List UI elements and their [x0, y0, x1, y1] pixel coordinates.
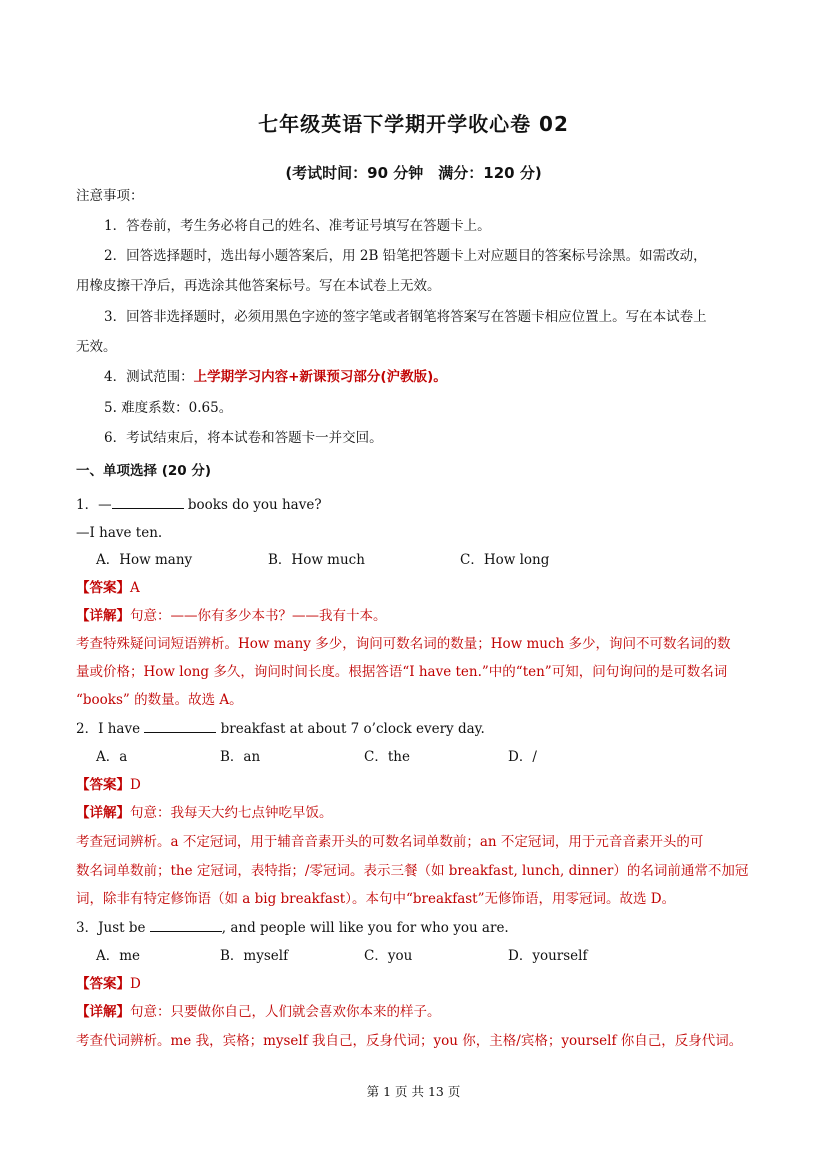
answer-value: A: [130, 580, 140, 596]
q2-option-d: D．/: [508, 749, 537, 765]
note-4: [104, 362, 784, 392]
q2-explanation-3: 词，除非有特定修饰语（如 a big breakfast）。本句中“breakfast”无修饰语，用零冠词。故选 D。: [76, 891, 676, 907]
question-3-stem: [76, 913, 756, 943]
detail-label: 【详解】: [76, 608, 130, 624]
detail-text: 句意：只要做你自己，人们就会喜欢你本来的样子。: [130, 1004, 441, 1020]
answer-label: 【答案】: [76, 580, 130, 596]
test-range: 上学期学习内容+新课预习部分(沪教版): [193, 369, 434, 385]
q1-option-b: B．How much: [268, 552, 365, 568]
q1-explanation-3: “books” 的数量。故选 A。: [76, 692, 243, 708]
note-6: 6．考试结束后，将本试卷和答题卡一并交回。: [104, 430, 383, 446]
q3-option-c: C．you: [364, 948, 413, 964]
q2-answer: [76, 770, 756, 800]
q2-detail: [76, 798, 756, 828]
detail-text: 句意：——你有多少本书？——我有十本。: [130, 608, 387, 624]
q1-stem-end: books do you have?: [183, 497, 322, 513]
q2-explanation-1: 考查冠词辨析。a 不定冠词，用于辅音音素开头的可数名词单数前；an 不定冠词，用于元音音素开头的可: [76, 834, 704, 850]
q1-explanation-1: 考查特殊疑问词短语辨析。How many 多少，询问可数名词的数量；How much 多少，询问不可数名词的数: [76, 636, 731, 652]
q2-explanation-2: 数名词单数前；the 定冠词，表特指；/零冠词。表示三餐（如 breakfast, lunch, dinner）的名词前通常不加冠: [76, 863, 749, 879]
detail-label: 【详解】: [76, 805, 130, 821]
q3-blank: [150, 917, 222, 932]
q3-option-b: B．myself: [220, 948, 289, 964]
q1-explanation-2: 量或价格；How long 多久，询问时间长度。根据答语“I have ten.”中的“ten”可知，问句询问的是可数名词: [76, 664, 728, 680]
question-1-stem: [76, 490, 756, 520]
note-4-prefix: 4．测试范围：: [104, 369, 194, 385]
question-2-stem: [76, 714, 756, 744]
q3-detail: [76, 997, 756, 1027]
q1-blank: [112, 494, 184, 509]
q3-explanation-1: 考查代词辨析。me 我，宾格；myself 我自己，反身代词；you 你，主格/宾格；yourself 你自己，反身代词。: [76, 1033, 743, 1049]
answer-label: 【答案】: [76, 777, 130, 793]
q2-option-c: C．the: [364, 749, 410, 765]
q3-answer: [76, 969, 756, 999]
detail-text: 句意：我每天大约七点钟吃早饭。: [130, 805, 333, 821]
q1-stem-start: 1．—: [76, 497, 112, 513]
q1-answer: [76, 573, 756, 603]
notes-heading: 注意事项：: [76, 188, 144, 204]
q3-stem-start: 3．Just be: [76, 920, 150, 936]
section-heading: 一、单项选择 (20 分): [76, 463, 212, 479]
q2-stem-start: 2．I have: [76, 721, 145, 737]
note-3-line-2: 无效。: [76, 339, 117, 355]
q3-option-d: D．yourself: [508, 948, 588, 964]
q2-stem-end: breakfast at about 7 o’clock every day.: [216, 721, 485, 737]
note-5: 5. 难度系数：0.65。: [104, 400, 233, 416]
detail-label: 【详解】: [76, 1004, 130, 1020]
q3-stem-end: , and people will like you for who you are.: [221, 920, 509, 936]
page-number: 第 1 页 共 13 页: [366, 1084, 461, 1099]
note-4-suffix: 。: [433, 369, 447, 385]
q2-option-a: A．a: [96, 749, 128, 765]
q2-blank: [144, 718, 216, 733]
answer-label: 【答案】: [76, 976, 130, 992]
note-1: 1．答卷前，考生务必将自己的姓名、准考证号填写在答题卡上。: [104, 218, 491, 234]
q2-option-b: B．an: [220, 749, 261, 765]
q1-detail: [76, 601, 756, 631]
exam-info: (考试时间：90 分钟 满分：120 分): [285, 164, 542, 182]
q1-option-a: A．How many: [96, 552, 193, 568]
q1-option-c: C．How long: [460, 552, 550, 568]
page-title: 七年级英语下学期开学收心卷 02: [258, 112, 569, 136]
note-3-line-1: 3．回答非选择题时，必须用黑色字迹的签字笔或者钢笔将答案写在答题卡相应位置上。写在本试卷上: [104, 309, 707, 325]
question-1-reply: —I have ten.: [76, 525, 163, 541]
note-2-line-1: 2．回答选择题时，选出每小题答案后，用 2B 铅笔把答题卡上对应题目的答案标号涂黑。如需改动，: [104, 248, 707, 264]
answer-value: D: [130, 976, 141, 992]
q3-option-a: A．me: [96, 948, 141, 964]
answer-value: D: [130, 777, 141, 793]
note-2-line-2: 用橡皮擦干净后，再选涂其他答案标号。写在本试卷上无效。: [76, 278, 441, 294]
